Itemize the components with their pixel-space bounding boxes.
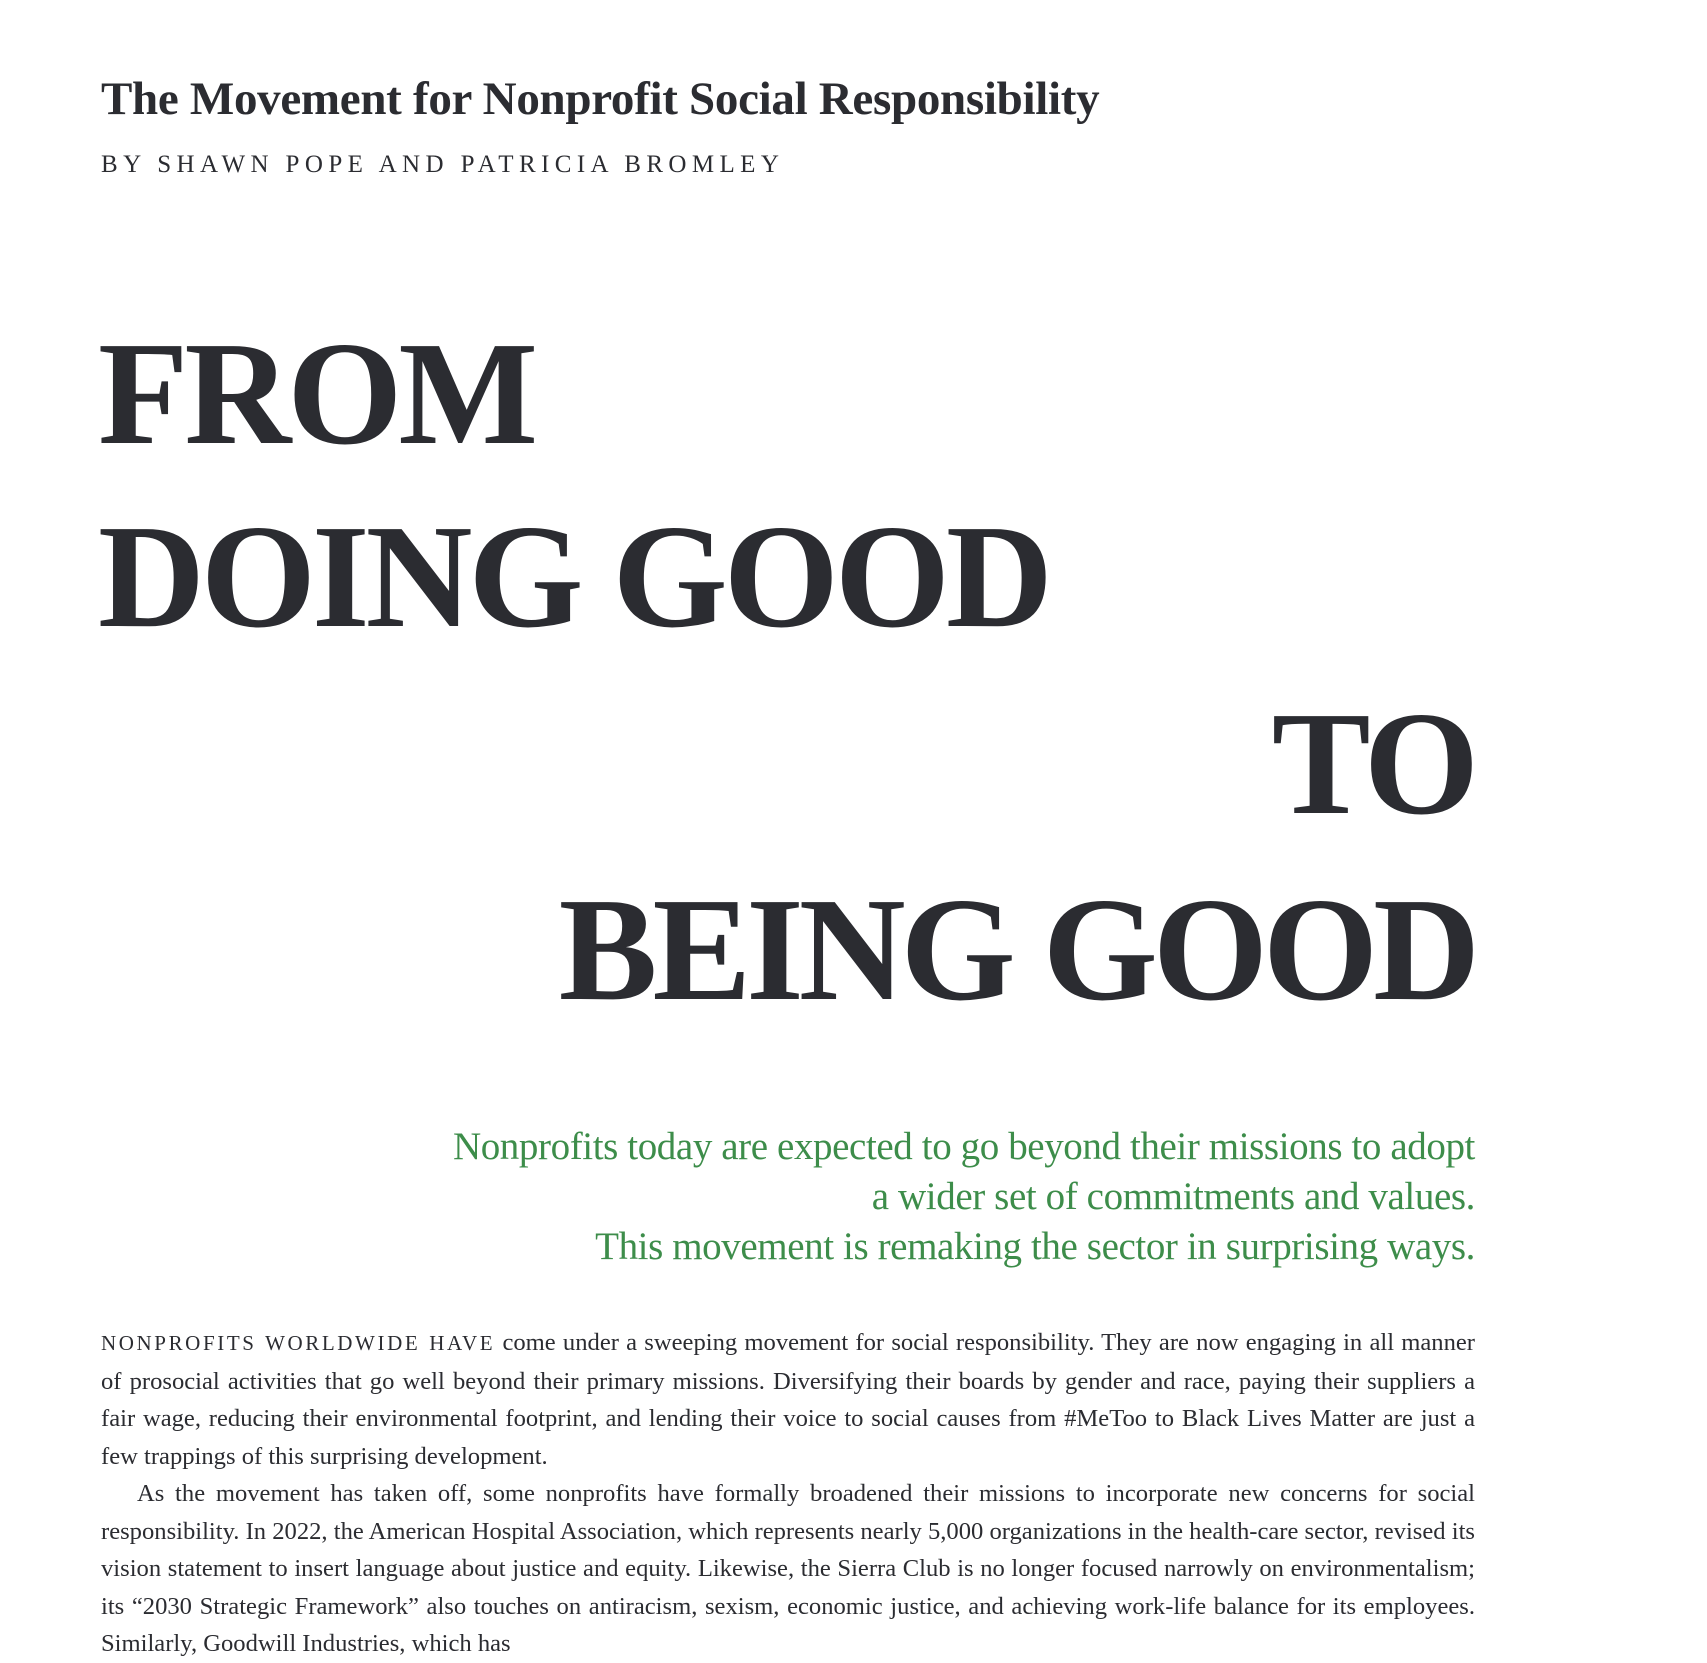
article-body	[101, 1324, 1475, 1663]
deck-line-1: Nonprofits today are expected to go beyond their missions to adopt	[452, 1125, 1475, 1168]
headline-line-to: TO	[1271, 682, 1475, 846]
body-paragraph-2: As the movement has taken off, some nonprofits have formally broadened their missions to incorporate new concerns for social responsibility. In 2022, the American Hospital Association, which represents nearly 5,000 organizations in the health-care sector, revised its vision statement to insert language about justice and equity. Likewise, the Sierra Club is no longer focused narrowly on environmentalism; its “2030 Strategic Framework” also touches on antiracism, sexism, economic justice, and achieving work-life balance for its employees. Similarly, Goodwill Industries, which has	[101, 1480, 1475, 1657]
body-paragraph-1	[101, 1324, 1475, 1475]
deck-line-3: This movement is remaking the sector in surprising ways.	[595, 1225, 1475, 1268]
deck-subtitle	[275, 1122, 1475, 1272]
running-title: The Movement for Nonprofit Social Responsibility	[101, 73, 1100, 125]
headline-line-being-good: BEING GOOD	[558, 868, 1475, 1032]
byline: BY SHAWN POPE AND PATRICIA BROMLEY	[101, 151, 785, 178]
headline-line-doing-good: DOING GOOD	[98, 495, 1049, 659]
headline-line-from: FROM	[98, 312, 535, 476]
body-paragraph-1-text: come under a sweeping movement for social responsibility. They are now engaging in all manner of prosocial activities that go well beyond their primary missions. Diversifying their boards by gender and race, paying their suppliers a fair wage, reducing their environmental footprint, and lending their voice to social causes from #MeToo to Black Lives Matter are just a few trappings of this surprising development.	[101, 1329, 1475, 1470]
deck-line-2: a wider set of commitments and values.	[871, 1175, 1475, 1218]
lead-in: NONPROFITS WORLDWIDE HAVE	[101, 1331, 496, 1355]
